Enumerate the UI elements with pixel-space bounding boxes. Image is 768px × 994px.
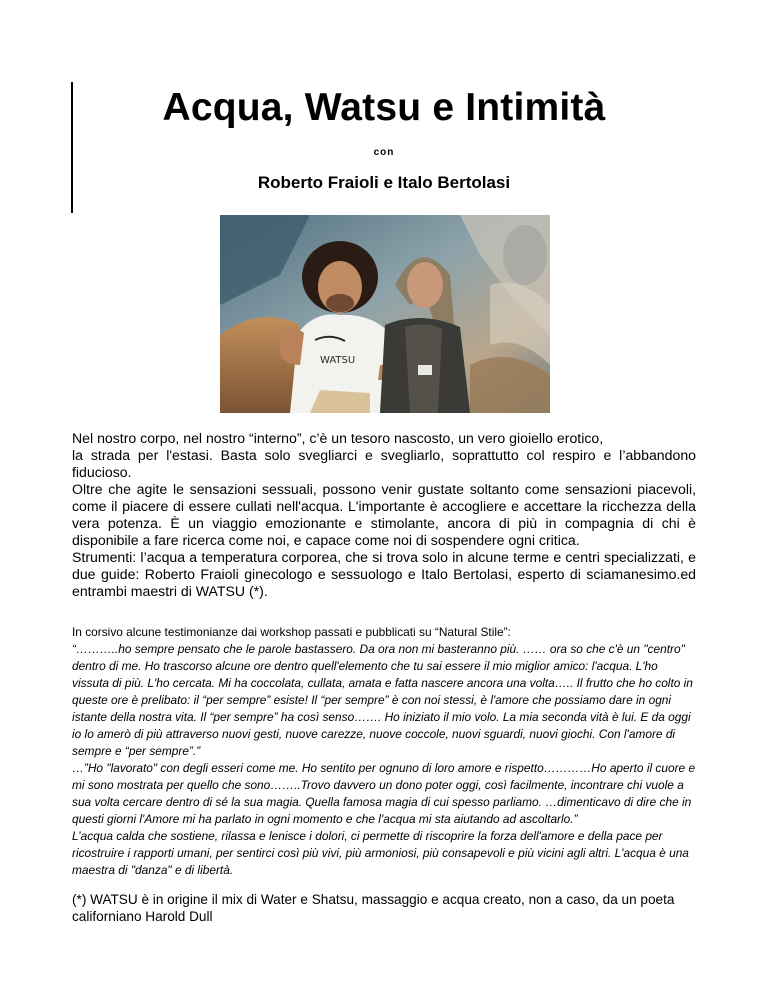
intro-paragraph-1: la strada per l'estasi. Basta solo svegliarci e svegliarlo, soprattutto col respiro e l’abbandono fiducioso.	[72, 447, 696, 480]
shirt-text: WATSU	[320, 355, 356, 366]
testimonial-quote-2: …”Ho "lavorato" con degli esseri come me. Ho sentito per ognuno di loro amore e rispetto…………Ho aperto il cuore e mi sono mostrata per quello che sono……..Trovo davvero un dono poter oggi, così facilmente, incontrare chi vuole a sua volta cercare dentro di sé la sua magia. Quella famosa magia di cui spesso parliamo. …dimenticavo di dire che in questi giorni l'Amore mi ha parlato in ogni momento e che l'acqua mi sta aiutando ad ascoltarlo.”	[72, 761, 696, 826]
portrait-photo	[220, 215, 550, 413]
testimonial-quote-1: “………..ho sempre pensato che le parole bastassero. Da ora non mi basteranno più. …… ora so che c'è un "centro" dentro di me. Ho trascorso alcune ore dentro quell'elemento che tu sai essere il mio miglior amico: l'acqua. L'ho vissuta di più. L'ho cercata. Mi ha coccolata, cullata, amata e fatta nascere ancora una volta….. Il frutto che ho colto in queste ore è prelibato: il “per sempre” esiste! Il “per sempre” è con noi stessi, è l'amore che possiamo dare in ogni istante della nostra vita. Il “per sempre” ha così senso……. Ho iniziato il mio volo. La mia seconda vità è lui. E da oggi io lo amerò di più attraverso nuovi gesti, nuove carezze, nuove coccole, nuovi sguardi, nuovi giochi. Con l'amore di sempre e “per sempre”.”	[72, 642, 693, 758]
authors-line: Roberto Fraioli e Italo Bertolasi	[257, 173, 511, 192]
testimonials-heading: In corsivo alcune testimonianze dai workshop passati e pubblicati su “Natural Stile”:	[72, 625, 511, 639]
testimonials-section	[72, 624, 696, 879]
intro-line-1: Nel nostro corpo, nel nostro “interno”, c’è un tesoro nascosto, un vero gioiello erotico,	[72, 430, 604, 446]
intro-paragraph-3: Strumenti: l’acqua a temperatura corporea, che si trova solo in alcune terme e centri specializzati, e due guide: Roberto Fraioli ginecologo e sessuologo e Italo Bertolasi, esperto di sciamanesimo.ed entrambi maestri di WATSU (*).	[72, 549, 696, 599]
footnote	[72, 891, 696, 925]
intro-paragraph-2: Oltre che agite le sensazioni sessuali, possono venir gustate soltanto come sensazioni piacevoli, come il piacere di essere cullati nell'acqua. L'importante è accogliere e accettare la ricchezza della vera potenza. È un viaggio emozionante e stimolante, ancora di più in compagnia di chi è disponibile a fare ricerca come noi, e capace come noi di sospendere ogni critica.	[72, 481, 696, 548]
subtitle-con: con	[373, 147, 395, 158]
footnote-text: (*) WATSU è in origine il mix di Water e Shatsu, massaggio e acqua creato, non a caso, da un poeta californiano Harold Dull	[72, 892, 675, 924]
testimonial-quote-3: L’acqua calda che sostiene, rilassa e lenisce i dolori, ci permette di riscoprire la forza dell'amore e della pace per ricostruire i rapporti umani, per sentirci così più vivi, più armoniosi, più consapevoli e più vicini agli altri. L'acqua è una maestra di "danza" e di libertà.	[72, 829, 689, 877]
document-title: Acqua, Watsu e Intimità	[162, 86, 606, 129]
intro-text	[72, 430, 696, 600]
